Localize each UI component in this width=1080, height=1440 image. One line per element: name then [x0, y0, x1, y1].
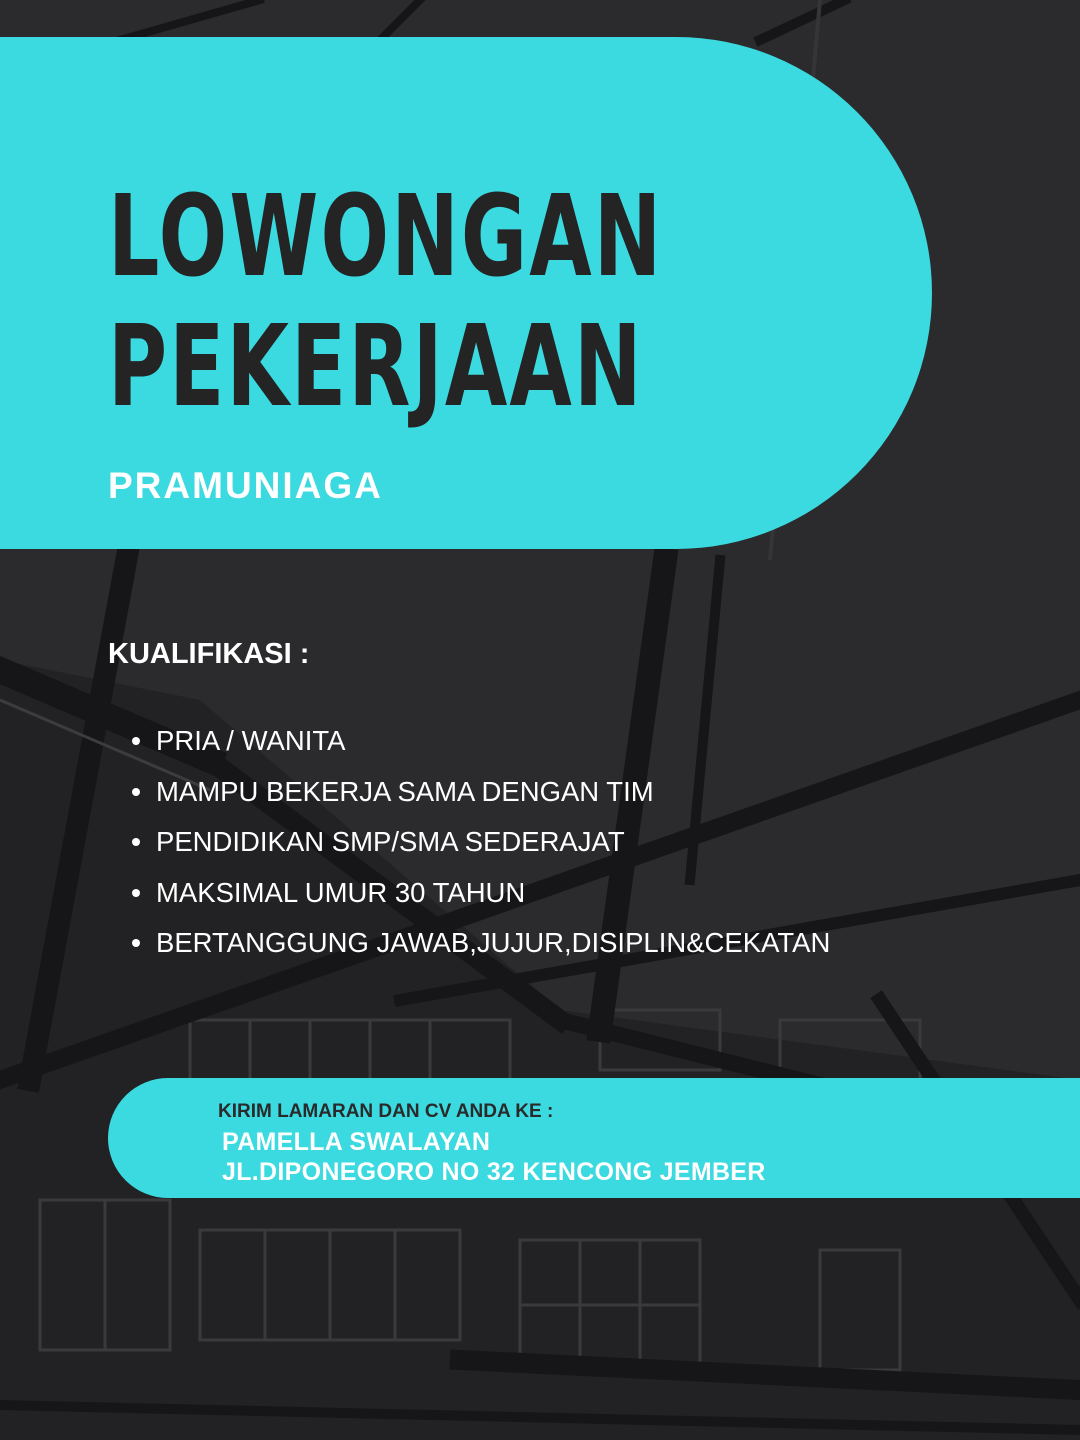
contact-address: JL.DIPONEGORO NO 32 KENCONG JEMBER	[222, 1158, 766, 1186]
qualifications-list	[132, 716, 830, 969]
page-title	[108, 172, 663, 432]
title-line-1: LOWONGAN	[108, 172, 664, 302]
bullet-icon	[132, 939, 140, 947]
list-item-text: PRIA / WANITA	[156, 725, 346, 756]
bullet-icon	[132, 788, 140, 796]
bullet-icon	[132, 889, 140, 897]
list-item-text: MAMPU BEKERJA SAMA DENGAN TIM	[156, 775, 654, 807]
list-item-text: BERTANGGUNG JAWAB,JUJUR,DISIPLIN&CEKATAN	[156, 927, 831, 958]
list-item	[132, 817, 830, 868]
bullet-icon	[132, 838, 140, 846]
list-item	[132, 868, 830, 919]
list-item	[132, 918, 830, 969]
job-position: PRAMUNIAGA	[108, 465, 383, 506]
bullet-icon	[132, 737, 140, 745]
list-item-text: MAKSIMAL UMUR 30 TAHUN	[156, 876, 526, 908]
qualifications-heading: KUALIFIKASI :	[108, 638, 310, 670]
list-item	[132, 716, 830, 767]
contact-company-name: PAMELLA SWALAYAN	[222, 1128, 491, 1156]
title-line-2: PEKERJAAN	[108, 302, 644, 432]
contact-label: KIRIM LAMARAN DAN CV ANDA KE :	[218, 1101, 554, 1122]
list-item	[132, 767, 830, 818]
list-item-text: PENDIDIKAN SMP/SMA SEDERAJAT	[156, 826, 625, 857]
